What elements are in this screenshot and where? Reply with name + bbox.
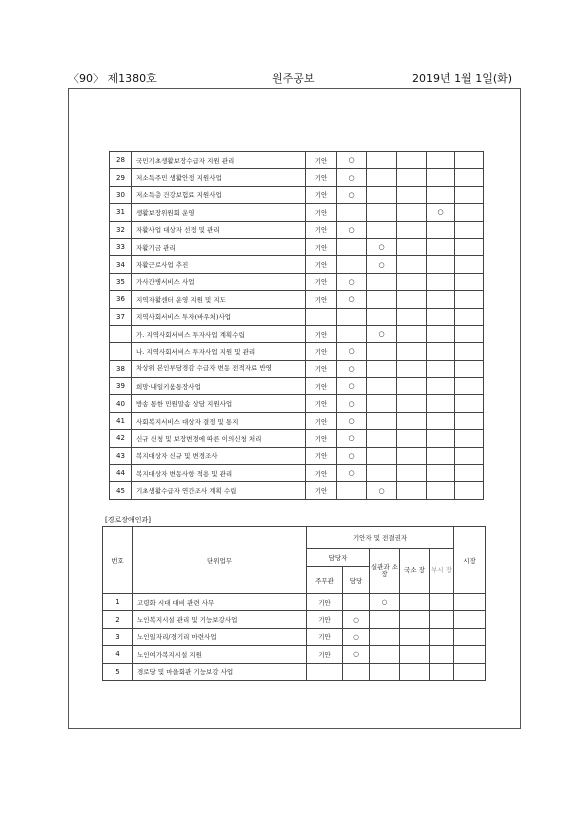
approval-cell [455,238,484,255]
row-number: 40 [110,395,132,412]
task-name: 노인복지시설 관리 및 기능보강사업 [133,611,307,628]
approval-cell [370,663,400,680]
approval-cell [367,395,397,412]
issue-date: 2019년 1월 1일(화) [412,72,513,85]
approval-cell [367,291,397,308]
task-name: 자활기금 관리 [132,238,306,255]
row-number: 31 [110,204,132,221]
drafter-type: 기안 [306,169,337,186]
table-row [110,273,484,290]
header-team-lead: 담당 [343,567,370,594]
approval-mark: ○ [343,646,370,663]
section-title: [경로장애인과] [105,516,152,524]
approval-cell [397,343,427,360]
approval-cell [427,273,455,290]
drafter-type: 기안 [306,343,337,360]
approval-mark: ○ [337,447,367,464]
approval-cell [455,465,484,482]
approval-cell [427,256,455,273]
header-director: 실관과 소장 [370,549,400,594]
task-name: 가사간병서비스 사업 [132,273,306,290]
approval-cell [337,482,367,499]
approval-cell [367,412,397,429]
drafter-type: 기안 [307,594,343,611]
table-row [110,291,484,308]
approval-cell [430,611,454,628]
delegation-table-1 [109,151,484,500]
row-number: 45 [110,482,132,499]
drafter-type: 기안 [306,221,337,238]
approval-cell [397,465,427,482]
approval-cell [343,594,370,611]
approval-mark: ○ [337,169,367,186]
row-number: 28 [110,152,132,169]
approval-cell [337,256,367,273]
approval-cell [367,360,397,377]
row-number: 35 [110,273,132,290]
approval-cell [397,430,427,447]
drafter-type: 기안 [306,256,337,273]
task-name: 생활보장위원회 운영 [132,204,306,221]
approval-cell [397,221,427,238]
table-row [110,152,484,169]
task-name: 지역자활센터 운영 지원 및 지도 [132,291,306,308]
task-name: 희망·내일키움통장사업 [132,378,306,395]
row-number: 5 [103,663,133,680]
table-row [110,325,484,342]
approval-mark: ○ [427,204,455,221]
approval-cell [397,308,427,325]
table-row [110,412,484,429]
approval-cell [367,169,397,186]
approval-cell [454,646,486,663]
approval-cell [427,482,455,499]
row-number: 37 [110,308,132,325]
table-row [110,430,484,447]
row-number: 41 [110,412,132,429]
approval-mark: ○ [367,325,397,342]
row-number [110,325,132,342]
approval-mark: ○ [337,378,367,395]
row-number: 44 [110,465,132,482]
approval-cell [397,204,427,221]
drafter-type: 기안 [306,482,337,499]
approval-cell [427,343,455,360]
approval-cell [397,152,427,169]
task-name: 경로당 및 마을회관 기능보강 사업 [133,663,307,680]
task-name: 방송 통한 민원말솜 상담 지원사업 [132,395,306,412]
header-group: 기안자 및 전결권자 [307,527,454,549]
approval-cell [430,646,454,663]
approval-cell [427,308,455,325]
task-name: 복지대상자 신규 및 변경조사 [132,447,306,464]
task-name: 복지대상자 변동사항 적용 및 관리 [132,465,306,482]
approval-cell [454,628,486,645]
approval-cell [367,273,397,290]
row-number: 4 [103,646,133,663]
table-row [110,221,484,238]
table-row [103,646,486,663]
header-mayor: 시장 [454,527,486,594]
approval-mark: ○ [337,465,367,482]
delegation-table-2 [102,526,486,681]
approval-cell [397,273,427,290]
approval-cell [367,447,397,464]
task-name: 기초생활수급자 연간조사 계획 수립 [132,482,306,499]
approval-cell [367,343,397,360]
approval-cell [455,325,484,342]
drafter-type: 기안 [306,291,337,308]
approval-cell [427,447,455,464]
approval-cell [343,663,370,680]
drafter-type: 기안 [306,378,337,395]
table-row [110,482,484,499]
publication-title: 원주공보 [272,72,315,85]
approval-cell [455,152,484,169]
approval-cell [427,378,455,395]
table-row [110,256,484,273]
task-name: 지역사회서비스 투자(바우처)사업 [132,308,306,325]
approval-cell [455,482,484,499]
approval-mark: ○ [337,395,367,412]
drafter-type: 기안 [306,465,337,482]
approval-cell [337,325,367,342]
task-name: 자활사업 대상자 선정 및 관리 [132,221,306,238]
header-staff: 담당자 [307,549,370,567]
approval-mark: ○ [343,628,370,645]
approval-mark: ○ [337,412,367,429]
drafter-type: 기안 [306,325,337,342]
approval-cell [427,152,455,169]
drafter-type: 기안 [306,273,337,290]
approval-cell [455,169,484,186]
approval-cell [455,430,484,447]
approval-mark: ○ [337,186,367,203]
table-row [110,186,484,203]
approval-cell [367,221,397,238]
approval-mark: ○ [370,594,400,611]
approval-cell [427,186,455,203]
approval-cell [367,152,397,169]
row-number: 32 [110,221,132,238]
row-number: 3 [103,628,133,645]
approval-mark: ○ [367,238,397,255]
drafter-type: 기안 [306,238,337,255]
approval-cell [455,343,484,360]
approval-cell [427,465,455,482]
approval-cell [455,273,484,290]
approval-cell [397,169,427,186]
approval-cell [367,204,397,221]
row-number: 42 [110,430,132,447]
approval-cell [427,221,455,238]
approval-cell [370,611,400,628]
approval-cell [455,447,484,464]
table-row [110,395,484,412]
approval-cell [370,628,400,645]
table-row [110,343,484,360]
approval-mark: ○ [343,611,370,628]
row-number: 29 [110,169,132,186]
drafter-type [306,308,337,325]
approval-cell [370,646,400,663]
table-row [103,611,486,628]
header-bureau: 국소 장 [400,549,430,594]
drafter-type: 기안 [307,611,343,628]
approval-cell [337,308,367,325]
table-row [103,594,486,611]
approval-cell [430,628,454,645]
approval-cell [455,378,484,395]
approval-cell [397,447,427,464]
approval-mark: ○ [337,343,367,360]
table-row [110,169,484,186]
drafter-type: 기안 [306,447,337,464]
drafter-type: 기안 [306,412,337,429]
approval-cell [427,395,455,412]
approval-cell [397,291,427,308]
approval-cell [400,646,430,663]
table-row [110,360,484,377]
approval-mark: ○ [337,360,367,377]
drafter-type [307,663,343,680]
row-number: 2 [103,611,133,628]
task-name: 노인여가복지시설 지원 [133,646,307,663]
approval-mark: ○ [367,482,397,499]
task-name: 자활근로사업 추진 [132,256,306,273]
row-number: 36 [110,291,132,308]
approval-cell [367,308,397,325]
task-name: 국민기초생활보장수급자 지원 관리 [132,152,306,169]
approval-cell [427,412,455,429]
table-row [103,628,486,645]
approval-mark: ○ [367,256,397,273]
table-row [110,378,484,395]
approval-cell [400,611,430,628]
row-number: 34 [110,256,132,273]
approval-cell [367,186,397,203]
approval-cell [455,308,484,325]
table-row [110,204,484,221]
approval-mark: ○ [337,430,367,447]
approval-mark: ○ [337,221,367,238]
approval-cell [427,169,455,186]
task-name: 나. 지역사회서비스 투자사업 지원 및 관리 [132,343,306,360]
drafter-type: 기안 [307,646,343,663]
table-row [110,238,484,255]
approval-cell [397,325,427,342]
drafter-type: 기안 [306,186,337,203]
approval-cell [427,291,455,308]
approval-cell [455,291,484,308]
task-name: 노인일자리/경기리 마련사업 [133,628,307,645]
table-row [110,308,484,325]
approval-cell [455,221,484,238]
approval-cell [455,204,484,221]
drafter-type: 기안 [306,430,337,447]
approval-cell [367,465,397,482]
table-row [110,447,484,464]
header-main-officer: 주무관 [307,567,343,594]
drafter-type: 기안 [306,395,337,412]
approval-cell [337,204,367,221]
drafter-type: 기안 [307,628,343,645]
approval-cell [430,663,454,680]
row-number: 39 [110,378,132,395]
header-no: 번호 [103,527,133,594]
approval-cell [400,663,430,680]
approval-cell [455,256,484,273]
approval-cell [455,360,484,377]
issue-number: 〈90〉 제1380호 [68,72,157,85]
approval-cell [455,186,484,203]
approval-cell [430,594,454,611]
drafter-type: 기안 [306,152,337,169]
approval-mark: ○ [337,291,367,308]
approval-cell [454,594,486,611]
header-task: 단위업무 [133,527,307,594]
task-name: 고령화 시대 대비 관련 사무 [133,594,307,611]
approval-cell [397,186,427,203]
approval-cell [397,378,427,395]
task-name: 신규 신청 및 보장변경에 따른 이의신청 처리 [132,430,306,447]
approval-cell [427,238,455,255]
approval-cell [427,360,455,377]
approval-cell [397,256,427,273]
drafter-type: 기안 [306,204,337,221]
task-name: 저소득층 건강보험료 지원사업 [132,186,306,203]
drafter-type: 기안 [306,360,337,377]
approval-cell [397,360,427,377]
approval-cell [397,482,427,499]
table-row [103,663,486,680]
approval-cell [427,325,455,342]
row-number: 33 [110,238,132,255]
approval-cell [400,628,430,645]
approval-mark: ○ [337,273,367,290]
row-number [110,343,132,360]
table-row [110,465,484,482]
header-vice: 부시 장 [430,549,454,594]
task-name: 가. 지역사회서비스 투자사업 계획수립 [132,325,306,342]
approval-cell [397,238,427,255]
approval-cell [454,611,486,628]
task-name: 저소득주민 생활안정 지원사업 [132,169,306,186]
approval-cell [454,663,486,680]
row-number: 30 [110,186,132,203]
task-name: 사회복지서비스 대상자 결정 및 통지 [132,412,306,429]
approval-cell [427,430,455,447]
task-name: 차상위 본인부담경감 수급자 변동 전적자료 반영 [132,360,306,377]
approval-cell [367,430,397,447]
approval-cell [397,395,427,412]
approval-cell [455,395,484,412]
row-number: 43 [110,447,132,464]
approval-mark: ○ [337,152,367,169]
approval-cell [367,378,397,395]
approval-cell [400,594,430,611]
approval-cell [455,412,484,429]
approval-cell [397,412,427,429]
row-number: 1 [103,594,133,611]
approval-cell [337,238,367,255]
row-number: 38 [110,360,132,377]
